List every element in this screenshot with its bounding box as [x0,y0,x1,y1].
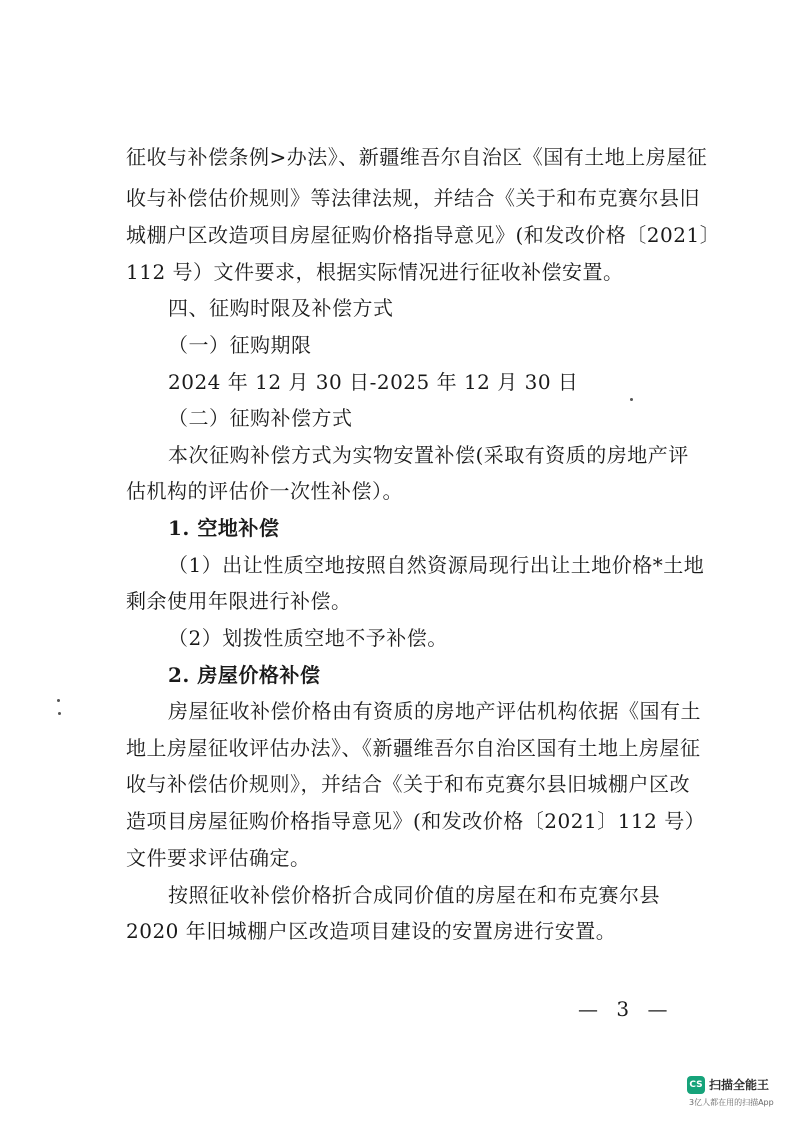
item-2-line: （2）划拨性质空地不予补偿。 [168,626,448,650]
body-line-method-2: 估机构的评估价一次性补偿）。 [126,479,403,503]
subheading-method: （二）征购补偿方式 [168,406,353,430]
house-line-2: 地上房屋征收评估办法》、《新疆维吾尔自治区国有土地上房屋征 [126,736,701,760]
item-1-line-1: （1）出让性质空地按照自然资源局现行出让土地价格*土地 [168,553,705,577]
house-line-3: 收与补偿估价规则》，并结合《关于和布克赛尔县旧城棚户区改 [126,772,690,796]
scan-speck [57,699,60,702]
watermark-title: 扫描全能王 [709,1078,770,1092]
scan-speck [630,398,633,401]
house-line-4: 造项目房屋征购价格指导意见》(和发改价格〔2021〕112 号） [126,809,706,833]
item-heading-house-price: 2. 房屋价格补偿 [168,663,321,687]
body-line-4: 112 号）文件要求，根据实际情况进行征收补偿安置。 [126,260,624,284]
house-line-5: 文件要求评估确定。 [126,846,311,870]
watermark-subtitle: 3亿人都在用的扫描App [689,1098,774,1107]
body-line-method-1: 本次征购补偿方式为实物安置补偿(采取有资质的房地产评 [168,443,689,467]
item-1-line-2: 剩余使用年限进行补偿。 [126,589,352,613]
subheading-period: （一）征购期限 [168,333,312,357]
resettlement-line-2: 2020 年旧城棚户区改造项目建设的安置房进行安置。 [126,919,617,943]
period-dates: 2024 年 12 月 30 日-2025 年 12 月 30 日 [168,370,579,394]
house-line-1: 房屋征收补偿价格由有资质的房地产评估机构依据《国有土 [168,699,701,723]
body-line-3: 城棚户区改造项目房屋征购价格指导意见》(和发改价格〔2021〕 [126,223,721,247]
resettlement-line-1: 按照征收补偿价格折合成同价值的房屋在和布克赛尔县 [168,883,660,907]
page-number: — 3 — [578,997,674,1021]
item-heading-vacant-land: 1. 空地补偿 [168,516,280,540]
scan-speck [58,712,61,715]
section-heading-4: 四、征购时限及补偿方式 [168,296,394,320]
camscanner-logo-icon: CS [687,1076,705,1094]
body-line-2: 收与补偿估价规则》等法律法规，并结合《关于和布克赛尔县旧 [126,186,700,210]
body-line-1: 征收与补偿条例>办法》、新疆维吾尔自治区《国有土地上房屋征 [126,145,708,169]
scanner-watermark [687,1076,787,1116]
